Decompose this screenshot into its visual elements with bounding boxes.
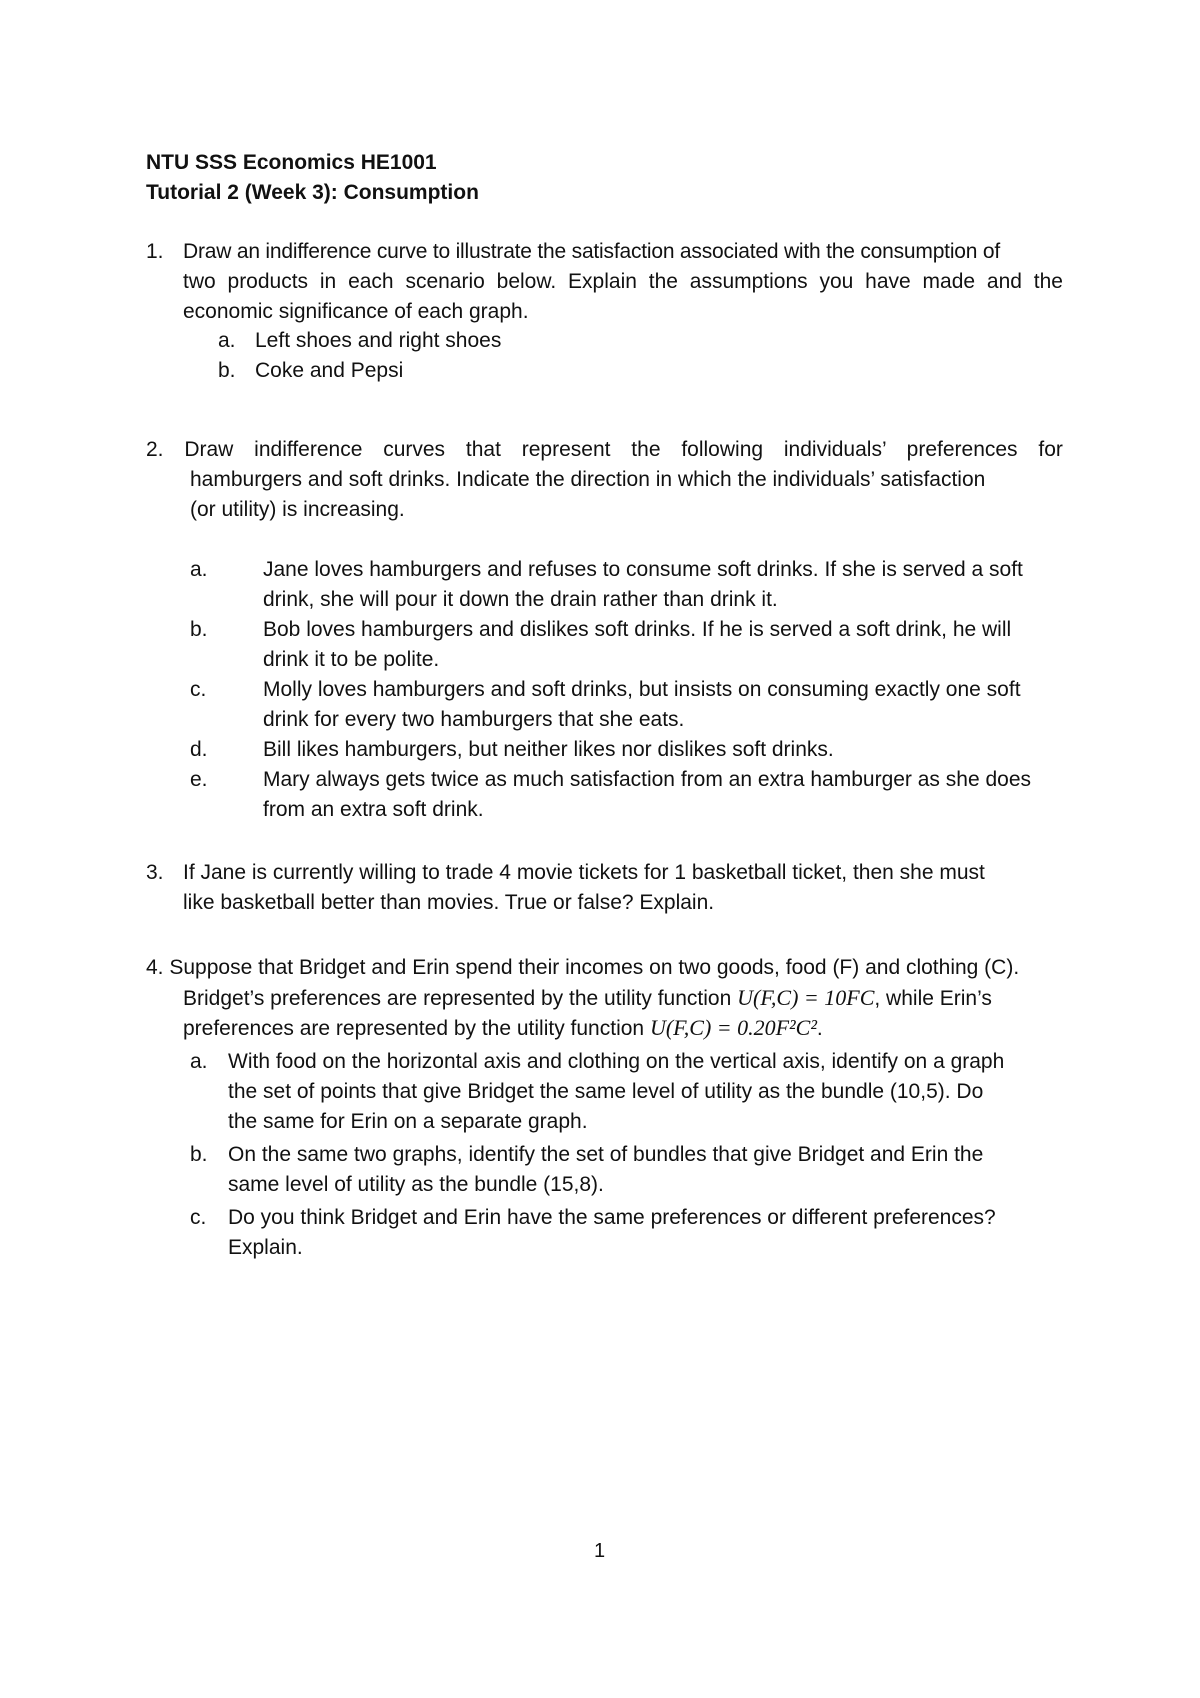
q4-item-c-label: c. (190, 1206, 207, 1229)
q2-item-line: Molly loves hamburgers and soft drinks, but insists on consuming exactly one soft (263, 678, 1021, 701)
q4-item-line: Do you think Bridget and Erin have the same preferences or different preferences? (228, 1206, 996, 1229)
q2-item-line: from an extra soft drink. (263, 798, 484, 821)
q2-item-line: Bob loves hamburgers and dislikes soft drinks. If he is served a soft drink, he will (263, 618, 1012, 641)
q4-item-b-label: b. (190, 1143, 208, 1166)
bridget-utility-formula: U(F,C) = 10FC (737, 985, 875, 1010)
q4-text-segment: . (816, 1017, 823, 1040)
q4-item-c (228, 1203, 996, 1263)
erin-utility-formula: U(F,C) = 0.20F²C² (649, 1015, 817, 1040)
q4-item-line: the set of points that give Bridget the same level of utility as the bundle (10,5). Do (228, 1080, 984, 1103)
q3-text (183, 858, 985, 918)
document-header (146, 148, 479, 208)
q2-item-line: Bill likes hamburgers, but neither likes nor dislikes soft drinks. (263, 738, 834, 761)
q4-item-line: On the same two graphs, identify the set of bundles that give Bridget and Erin the (228, 1143, 984, 1166)
q4-text-segment: , while Erin’s (874, 987, 992, 1010)
q2-item-a-label: a. (190, 558, 208, 581)
q2-item-line: drink it to be polite. (263, 648, 440, 671)
q4-line3 (183, 1013, 823, 1044)
q1-item-b-label: b. (218, 359, 236, 382)
q4-line: 4. Suppose that Bridget and Erin spend their incomes on two goods, food (F) and clothing (C). (146, 956, 1020, 979)
q1-number: 1. (146, 240, 164, 263)
q4-text-segment: preferences are represented by the utility function (183, 1017, 645, 1040)
page-number: 1 (594, 1540, 606, 1562)
q2-item-b-label: b. (190, 618, 208, 641)
q2-text-cont (190, 465, 1070, 525)
q2-item-c-label: c. (190, 678, 207, 701)
q1-line: economic significance of each graph. (183, 300, 529, 323)
q2-item-line: drink for every two hamburgers that she eats. (263, 708, 685, 731)
q1-text (183, 237, 1063, 327)
q3-line: like basketball better than movies. True or false? Explain. (183, 891, 715, 914)
q2-item-d (263, 735, 834, 765)
q4-item-line: same level of utility as the bundle (15,8). (228, 1173, 604, 1196)
q1-item-a-label: a. (218, 329, 236, 352)
q4-text-segment: Bridget’s preferences are represented by the utility function (183, 987, 732, 1010)
q4-item-a (228, 1047, 1004, 1137)
q2-item-d-label: d. (190, 738, 208, 761)
q3-number: 3. (146, 861, 164, 884)
q4-text (146, 953, 1019, 983)
q1-item-a: Left shoes and right shoes (255, 329, 502, 352)
q2-item-c (263, 675, 1021, 735)
q1-line: Draw an indifference curve to illustrate the satisfaction associated with the consumption of (183, 240, 1000, 263)
q2-item-e-label: e. (190, 768, 208, 791)
q2-item-line: Jane loves hamburgers and refuses to consume soft drinks. If she is served a soft (263, 558, 1023, 581)
q2-lead: 2. Draw indifference curves that represent the following individuals’ preferences for (146, 438, 1063, 461)
course-title: NTU SSS Economics HE1001 (146, 151, 437, 174)
q3-line: If Jane is currently willing to trade 4 movie tickets for 1 basketball ticket, then she must (183, 861, 985, 884)
q2-line: hamburgers and soft drinks. Indicate the direction in which the individuals’ satisfaction (190, 468, 986, 491)
q2-item-line: drink, she will pour it down the drain rather than drink it. (263, 588, 778, 611)
q2-item-b (263, 615, 1011, 675)
q4-line2 (183, 983, 992, 1014)
q4-item-line: the same for Erin on a separate graph. (228, 1110, 588, 1133)
q2-item-line: Mary always gets twice as much satisfaction from an extra hamburger as she does (263, 768, 1031, 791)
q4-item-a-label: a. (190, 1050, 208, 1073)
q2-line: (or utility) is increasing. (190, 498, 405, 521)
tutorial-title: Tutorial 2 (Week 3): Consumption (146, 181, 479, 204)
q4-item-line: Explain. (228, 1236, 303, 1259)
q2-text (146, 435, 1066, 465)
q1-line: two products in each scenario below. Explain the assumptions you have made and the (183, 270, 1063, 293)
q4-item-b (228, 1140, 983, 1200)
q4-item-line: With food on the horizontal axis and clothing on the vertical axis, identify on a graph (228, 1050, 1005, 1073)
q1-item-b: Coke and Pepsi (255, 359, 404, 382)
q2-item-a (263, 555, 1023, 615)
q2-item-e (263, 765, 1031, 825)
